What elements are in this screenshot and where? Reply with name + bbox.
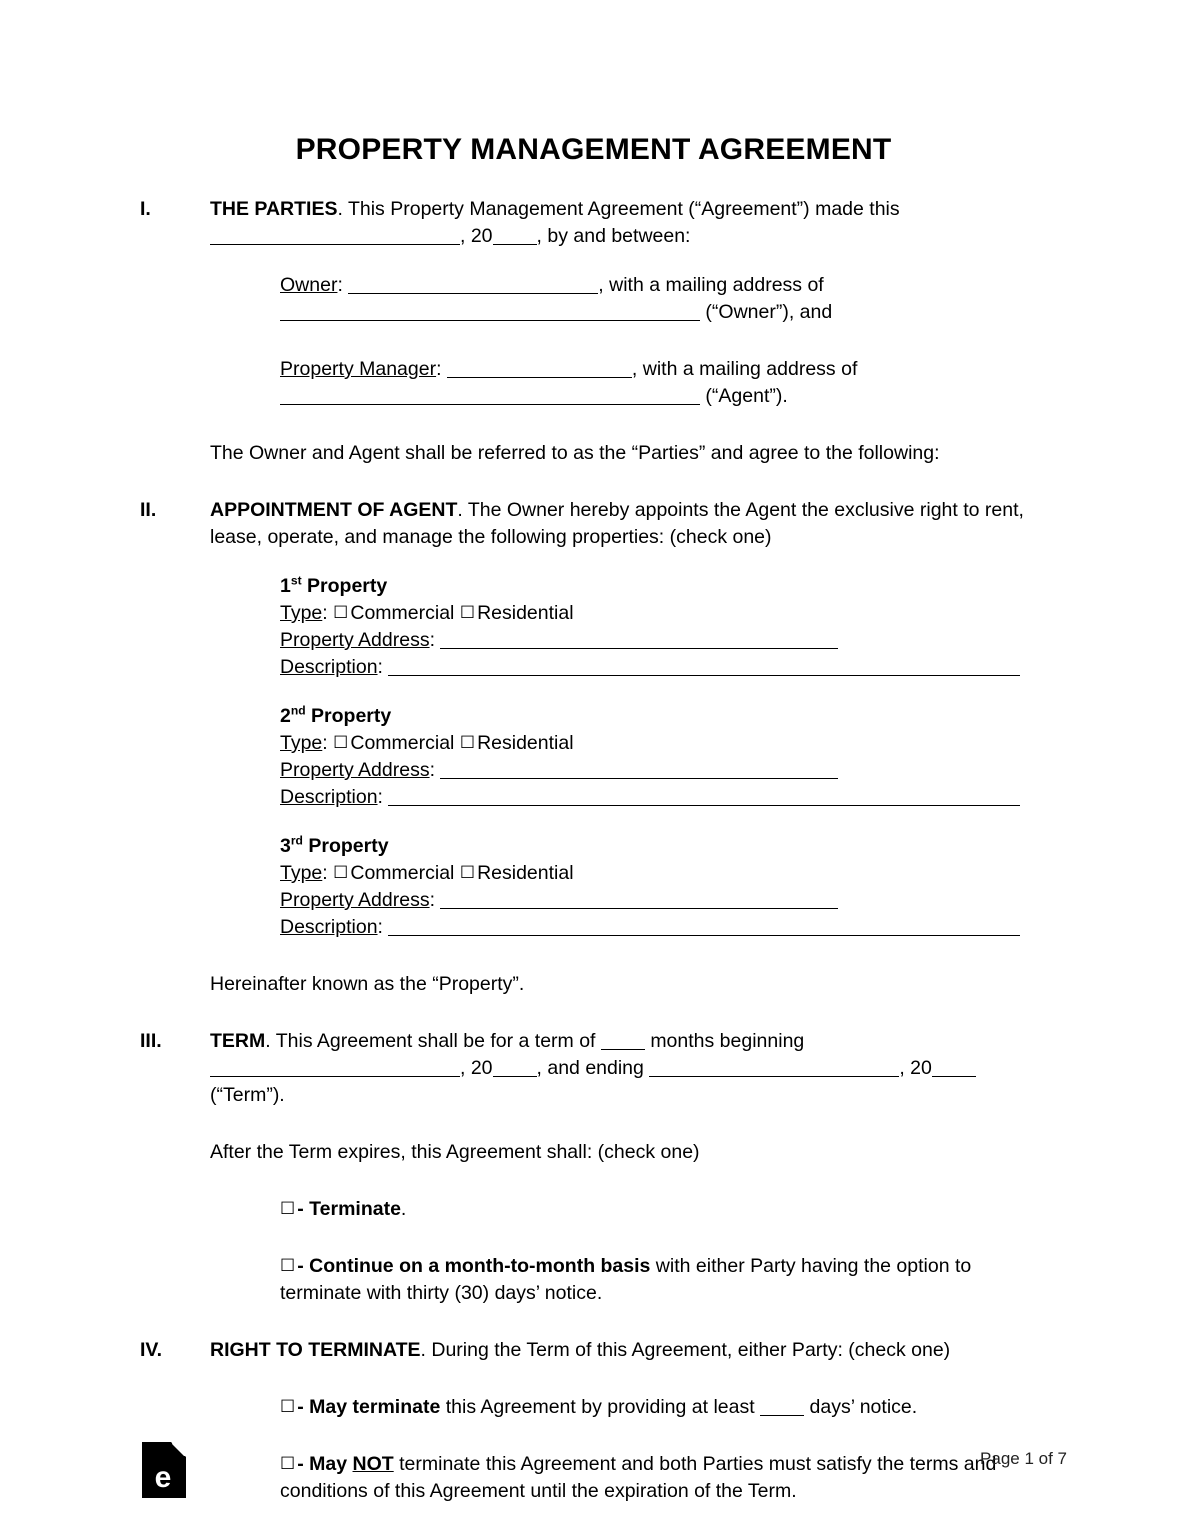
eforms-logo-letter: e — [154, 1461, 172, 1494]
property-manager-address-blank[interactable] — [280, 389, 700, 405]
property-3-type-label: Type — [280, 862, 323, 884]
document-body — [140, 196, 1045, 1505]
clause-numeral-iv: IV. — [140, 1339, 163, 1361]
term-option-b-dash: - — [297, 1255, 310, 1277]
spacer — [140, 1109, 1045, 1139]
property-3-ordinal: 3 — [280, 835, 291, 857]
property-1-address-row — [280, 627, 1045, 654]
property-3-address-label: Property Address — [280, 889, 430, 911]
term-months-blank[interactable] — [601, 1034, 645, 1050]
hereinafter-sentence: Hereinafter known as the “Property”. — [210, 973, 525, 995]
property-1-ordinal: 1 — [280, 575, 291, 597]
property-1-description-blank[interactable] — [388, 660, 1020, 676]
property-1-commercial-label: Commercial — [350, 602, 455, 624]
property-3-address-row — [280, 887, 1045, 914]
terminate-option-a-dash: - — [297, 1396, 310, 1418]
clause-iv-heading: RIGHT TO TERMINATE — [210, 1339, 421, 1361]
checkbox-may-not-terminate[interactable]: ☐ — [280, 1454, 296, 1474]
checkbox-commercial-3[interactable]: ☐ — [333, 863, 349, 883]
eforms-logo — [142, 1442, 186, 1498]
property-manager-colon: : — [436, 358, 442, 380]
property-1-residential-label: Residential — [477, 602, 574, 624]
property-3-residential-label: Residential — [477, 862, 574, 884]
terminate-option-a-label: May terminate — [309, 1396, 441, 1418]
spacer — [140, 551, 1045, 573]
property-manager-name-blank[interactable] — [447, 362, 632, 378]
spacer — [140, 941, 1045, 971]
term-option-b-tail: with either Party having the option to terminate with thirty (30) days’ notice. — [280, 1255, 972, 1304]
owner-name-blank[interactable] — [348, 278, 598, 294]
checkbox-residential-3[interactable]: ☐ — [459, 863, 476, 883]
spacer — [140, 410, 1045, 440]
property-3-description-blank[interactable] — [388, 920, 1020, 936]
property-block-2 — [280, 703, 1045, 811]
property-1-description-label: Description — [280, 656, 378, 678]
property-1-type-row — [280, 600, 1045, 627]
clause-iii-text-3-year: , 20 — [460, 1057, 493, 1079]
clause-numeral-i: I. — [140, 198, 151, 220]
spacer — [140, 326, 1045, 356]
property-2-ordinal: 2 — [280, 705, 291, 727]
clause-iii-text-5-year: , 20 — [899, 1057, 932, 1079]
term-option-b-label: Continue on a month-to-month basis — [309, 1255, 651, 1277]
property-3-description-label: Description — [280, 916, 378, 938]
property-1-address-blank[interactable] — [440, 633, 838, 649]
property-3-description-row — [280, 914, 1045, 941]
property-3-address-colon: : — [429, 889, 435, 911]
property-1-type-colon: : — [322, 602, 328, 624]
terminate-option-a-tail: days’ notice. — [809, 1396, 918, 1418]
property-2-heading — [280, 703, 1045, 730]
term-start-date-blank[interactable] — [210, 1061, 460, 1077]
spacer — [140, 1223, 1045, 1253]
clause-iii-text-4: , and ending — [536, 1057, 644, 1079]
terminate-option-b-not: NOT — [352, 1453, 394, 1475]
owner-tail: , with a mailing address of — [598, 274, 824, 296]
property-manager-label: Property Manager — [280, 358, 437, 380]
property-block-1 — [280, 573, 1045, 681]
checkbox-term-month-to-month[interactable]: ☐ — [280, 1256, 296, 1276]
clause-numeral-iii: III. — [140, 1030, 162, 1052]
clause-i-heading: THE PARTIES — [210, 198, 338, 220]
term-option-terminate — [280, 1196, 1045, 1223]
terminate-notice-days-blank[interactable] — [760, 1400, 804, 1416]
property-manager-line2-tail: (“Agent”). — [700, 385, 788, 407]
term-option-month-to-month — [280, 1253, 1045, 1307]
spacer — [140, 811, 1045, 833]
checkbox-commercial-2[interactable]: ☐ — [333, 733, 349, 753]
property-3-type-row — [280, 860, 1045, 887]
spacer — [140, 1166, 1045, 1196]
property-1-ordinal-suffix: st — [290, 573, 302, 588]
spacer — [140, 1307, 1045, 1337]
spacer — [140, 681, 1045, 703]
property-2-type-label: Type — [280, 732, 323, 754]
owner-line2-tail: (“Owner”), and — [700, 301, 833, 323]
term-option-a-dash: - — [297, 1198, 310, 1220]
property-manager-tail: , with a mailing address of — [631, 358, 858, 380]
clause-i-year-prefix: , 20 — [460, 225, 493, 247]
property-1-description-colon: : — [377, 656, 383, 678]
terminate-option-b-tail: terminate this Agreement and both Parties must satisfy the terms and conditions of this Agreement until the expiration of the Term. — [280, 1453, 997, 1502]
property-manager-block — [280, 356, 1045, 410]
term-start-year-blank[interactable] — [493, 1061, 537, 1077]
checkbox-residential-1[interactable]: ☐ — [459, 603, 476, 623]
clause-i-text-1: . This Property Management Agreement (“Agreement”) made this — [337, 198, 900, 220]
property-2-type-row — [280, 730, 1045, 757]
clause-iii-text-1: . This Agreement shall be for a term of — [265, 1030, 596, 1052]
term-end-date-blank[interactable] — [649, 1061, 899, 1077]
after-term-sentence: After the Term expires, this Agreement shall: (check one) — [210, 1141, 700, 1163]
term-option-a-tail: . — [400, 1198, 407, 1220]
property-2-address-blank[interactable] — [440, 763, 838, 779]
property-block-3 — [280, 833, 1045, 941]
property-2-description-row — [280, 784, 1045, 811]
property-3-address-blank[interactable] — [440, 893, 838, 909]
owner-address-blank[interactable] — [280, 305, 700, 321]
owner-label: Owner — [280, 274, 338, 296]
property-2-address-colon: : — [429, 759, 435, 781]
checkbox-residential-2[interactable]: ☐ — [459, 733, 476, 753]
clause-iii-text-6: (“Term”). — [210, 1084, 285, 1106]
property-2-address-label: Property Address — [280, 759, 430, 781]
property-2-ordinal-suffix: nd — [290, 703, 306, 718]
page-title: PROPERTY MANAGEMENT AGREEMENT — [295, 133, 892, 166]
property-2-description-label: Description — [280, 786, 378, 808]
clause-ii-heading: APPOINTMENT OF AGENT — [210, 499, 458, 521]
clause-right-to-terminate — [140, 1337, 1045, 1364]
terminate-option-b-label: May — [309, 1453, 353, 1475]
clause-ii-text: . The Owner hereby appoints the Agent the exclusive right to rent, lease, operate, and manage the following properties: (check one) — [210, 499, 1024, 548]
parties-sentence: The Owner and Agent shall be referred to as the “Parties” and agree to the following: — [210, 442, 940, 464]
property-1-address-colon: : — [429, 629, 435, 651]
terminate-option-a-mid: this Agreement by providing at least — [440, 1396, 755, 1418]
property-1-heading — [280, 573, 1045, 600]
checkbox-commercial-1[interactable]: ☐ — [333, 603, 349, 623]
property-2-type-colon: : — [322, 732, 328, 754]
property-2-description-colon: : — [377, 786, 383, 808]
spacer — [140, 250, 1045, 272]
property-1-type-label: Type — [280, 602, 323, 624]
terminate-option-may-not — [280, 1451, 1045, 1505]
term-option-a-label: Terminate — [309, 1198, 401, 1220]
clause-iv-body — [210, 1337, 1045, 1364]
checkbox-term-terminate[interactable]: ☐ — [280, 1199, 296, 1219]
clause-ii-body — [210, 497, 1045, 551]
spacer — [140, 467, 1045, 497]
clause-iii-text-2: months beginning — [650, 1030, 805, 1052]
property-3-word: Property — [308, 835, 389, 857]
terminate-option-may — [280, 1394, 1045, 1421]
term-end-year-blank[interactable] — [932, 1061, 976, 1077]
property-1-word: Property — [307, 575, 388, 597]
spacer — [140, 1364, 1045, 1394]
spacer — [140, 998, 1045, 1028]
property-2-description-blank[interactable] — [388, 790, 1020, 806]
property-1-address-label: Property Address — [280, 629, 430, 651]
spacer — [140, 1421, 1045, 1451]
property-3-heading — [280, 833, 1045, 860]
agreement-year-blank[interactable] — [493, 229, 537, 245]
clause-iii-heading: TERM — [210, 1030, 266, 1052]
property-2-address-row — [280, 757, 1045, 784]
property-2-residential-label: Residential — [477, 732, 574, 754]
owner-colon: : — [337, 274, 343, 296]
clause-term — [140, 1028, 1045, 1109]
property-3-description-colon: : — [377, 916, 383, 938]
property-3-ordinal-suffix: rd — [290, 833, 303, 848]
clause-appointment-of-agent — [140, 497, 1045, 551]
clause-numeral-ii: II. — [140, 499, 157, 521]
property-3-commercial-label: Commercial — [350, 862, 455, 884]
clause-iv-text: . During the Term of this Agreement, either Party: (check one) — [420, 1339, 951, 1361]
page-number: Page 1 of 7 — [980, 1449, 1067, 1468]
agreement-date-blank[interactable] — [210, 229, 460, 245]
property-3-type-colon: : — [322, 862, 328, 884]
terminate-option-b-dash: - — [297, 1453, 310, 1475]
property-2-word: Property — [311, 705, 392, 727]
property-1-description-row — [280, 654, 1045, 681]
property-2-commercial-label: Commercial — [350, 732, 455, 754]
checkbox-may-terminate[interactable]: ☐ — [280, 1397, 296, 1417]
clause-iii-body — [210, 1028, 1045, 1109]
owner-block — [280, 272, 1045, 326]
clause-i-body — [210, 196, 1045, 250]
clause-the-parties — [140, 196, 1045, 250]
clause-i-text-2-tail: , by and between: — [536, 225, 691, 247]
